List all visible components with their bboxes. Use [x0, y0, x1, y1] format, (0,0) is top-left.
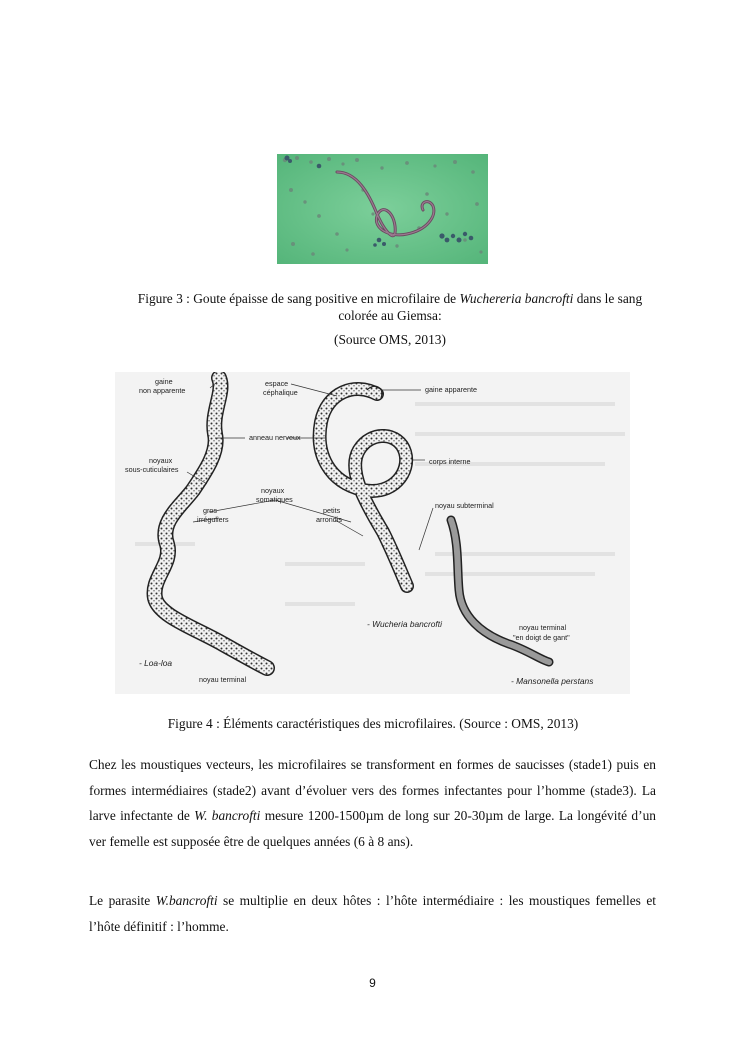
paragraph-1-part2: mesure 1200-1500µm de long sur 20-30µm de large. La longévité d’un ver femelle est supposée être de quelques années (6 à 8 ans).: [89, 808, 656, 850]
label-noyau-terminal-gant-1: noyau terminal: [519, 623, 567, 632]
label-espace-1: espace: [265, 379, 289, 388]
label-loa-loa: - Loa-loa: [139, 658, 173, 668]
label-mansonella: - Mansonella perstans: [511, 676, 594, 686]
label-anneau-nerveux: anneau nerveux: [249, 433, 301, 442]
paragraph-1: [89, 752, 656, 855]
label-noyaux-som-1: noyaux: [261, 486, 285, 495]
label-noyaux-sous-2: sous-cuticulaires: [125, 465, 179, 474]
figure3-caption: [120, 290, 660, 324]
label-noyau-subterminal: noyau subterminal: [435, 501, 494, 510]
label-noyau-terminal-gant-2: "en doigt de gant": [513, 633, 570, 642]
microfilariae-diagram: [115, 372, 630, 694]
label-gaine-apparente: gaine apparente: [425, 385, 477, 394]
paragraph-1-species: W. bancrofti: [194, 808, 261, 824]
label-espace-2: céphalique: [263, 388, 298, 397]
label-wucheria: - Wucheria bancrofti: [367, 619, 442, 629]
paragraph-1-part1: Chez les moustiques vecteurs, les microfilaires se transforment en formes de saucisses (stade1) puis en formes intermédiaires (stade2) avant d’évoluer vers des formes infectantes pour l’homme (stade3). La larve infectante de: [89, 757, 656, 824]
label-gros-2: irréguliers: [197, 515, 229, 524]
figure3-caption-species: Wuchereria bancrofti: [459, 291, 574, 306]
paragraph-2-part2: se multiplie en deux hôtes : l’hôte intermédiaire : les moustiques femelles et l’hôte définitif : l’homme.: [89, 893, 656, 934]
label-petits-1: petits: [323, 506, 341, 515]
figure3-caption-prefix: Figure 3 : Goute épaisse de sang positive en microfilaire de: [137, 291, 460, 306]
paragraph-2-part1: Le parasite: [89, 893, 156, 908]
label-gaine-non-1: gaine: [155, 377, 173, 386]
figure4-caption: Figure 4 : Éléments caractéristiques des microfilaires. (Source : OMS, 2013): [167, 716, 579, 731]
page-number: 9: [369, 976, 376, 990]
label-noyaux-som-2: somatiques: [256, 495, 293, 504]
paragraph-2: [89, 888, 656, 939]
label-gros-1: gros: [203, 506, 217, 515]
label-petits-2: arrondis: [316, 515, 342, 524]
label-gaine-non-2: non apparente: [139, 386, 186, 395]
label-noyau-terminal: noyau terminal: [199, 675, 247, 684]
figure3-caption-suffix: dans le sang colorée au Giemsa:: [338, 291, 643, 323]
label-corps-interne: corps interne: [429, 457, 471, 466]
paragraph-2-species: W.bancrofti: [155, 893, 218, 908]
label-noyaux-sous-1: noyaux: [149, 456, 173, 465]
figure3-source: (Source OMS, 2013): [334, 332, 446, 347]
blood-smear-photo: [277, 154, 488, 264]
